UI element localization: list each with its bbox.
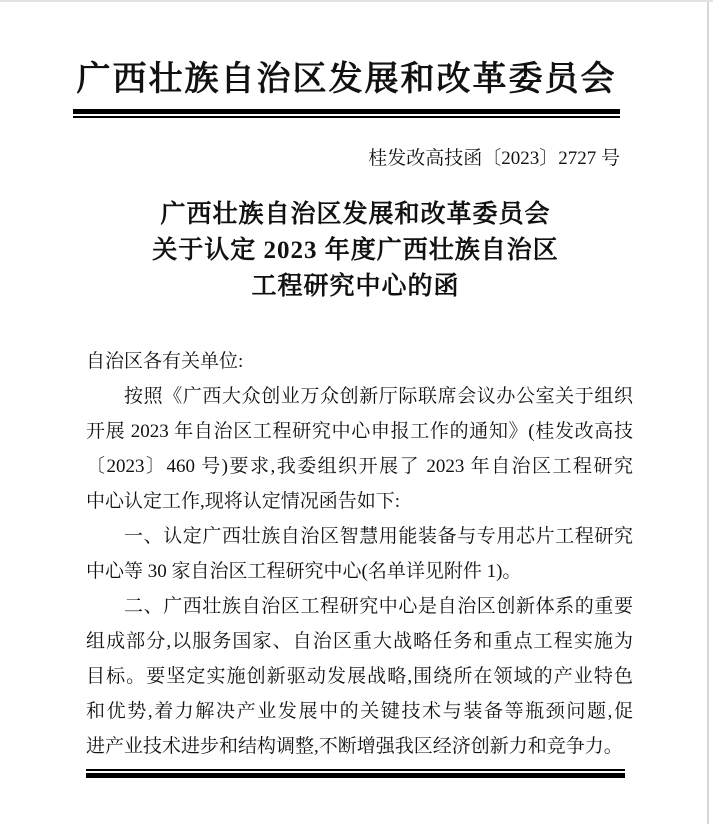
body-line-6: 中心等 30 家自治区工程研究中心(名单详见附件 1)。 xyxy=(86,561,522,582)
body-line-2: 开展 2023 年自治区工程研究中心申报工作的通知》(桂发改高技 xyxy=(86,421,633,442)
body-line-3: 〔2023〕460 号)要求,我委组织开展了 2023 年自治区工程研究 xyxy=(86,456,633,477)
body-line-1: 按照《广西大众创业万众创新厅际联席会议办公室关于组织 xyxy=(124,386,633,407)
body-line-10: 和优势,着力解决产业发展中的关键技术与装备等瓶颈问题,促 xyxy=(86,701,633,722)
document-number: 桂发改高技函〔2023〕2727 号 xyxy=(368,148,620,169)
salutation: 自治区各有关单位: xyxy=(86,351,244,372)
agency-name-header: 广西壮族自治区发展和改革委员会 xyxy=(76,61,617,98)
document-body xyxy=(86,344,633,764)
body-line-5: 一、认定广西壮族自治区智慧用能装备与专用芯片工程研究 xyxy=(124,526,633,547)
footer-double-rule xyxy=(86,769,625,778)
body-line-8: 组成部分,以服务国家、自治区重大战略任务和重点工程实施为 xyxy=(86,631,633,652)
body-line-4: 中心认定工作,现将认定情况函告如下: xyxy=(86,491,401,512)
document-title-line-3: 工程研究中心的函 xyxy=(251,273,460,300)
body-line-9: 目标。要坚定实施创新驱动发展战略,围绕所在领域的产业特色 xyxy=(86,666,633,687)
document-title-line-2: 关于认定 2023 年度广西壮族自治区 xyxy=(152,237,559,264)
document-title-line-1: 广西壮族自治区发展和改革委员会 xyxy=(160,201,551,228)
body-line-11: 进产业技术进步和结构调整,不断增强我区经济创新力和竞争力。 xyxy=(86,736,623,757)
page-right-edge xyxy=(707,2,709,824)
header-double-rule xyxy=(73,109,620,118)
body-line-7: 二、广西壮族自治区工程研究中心是自治区创新体系的重要 xyxy=(124,596,633,617)
document-title xyxy=(88,197,623,305)
